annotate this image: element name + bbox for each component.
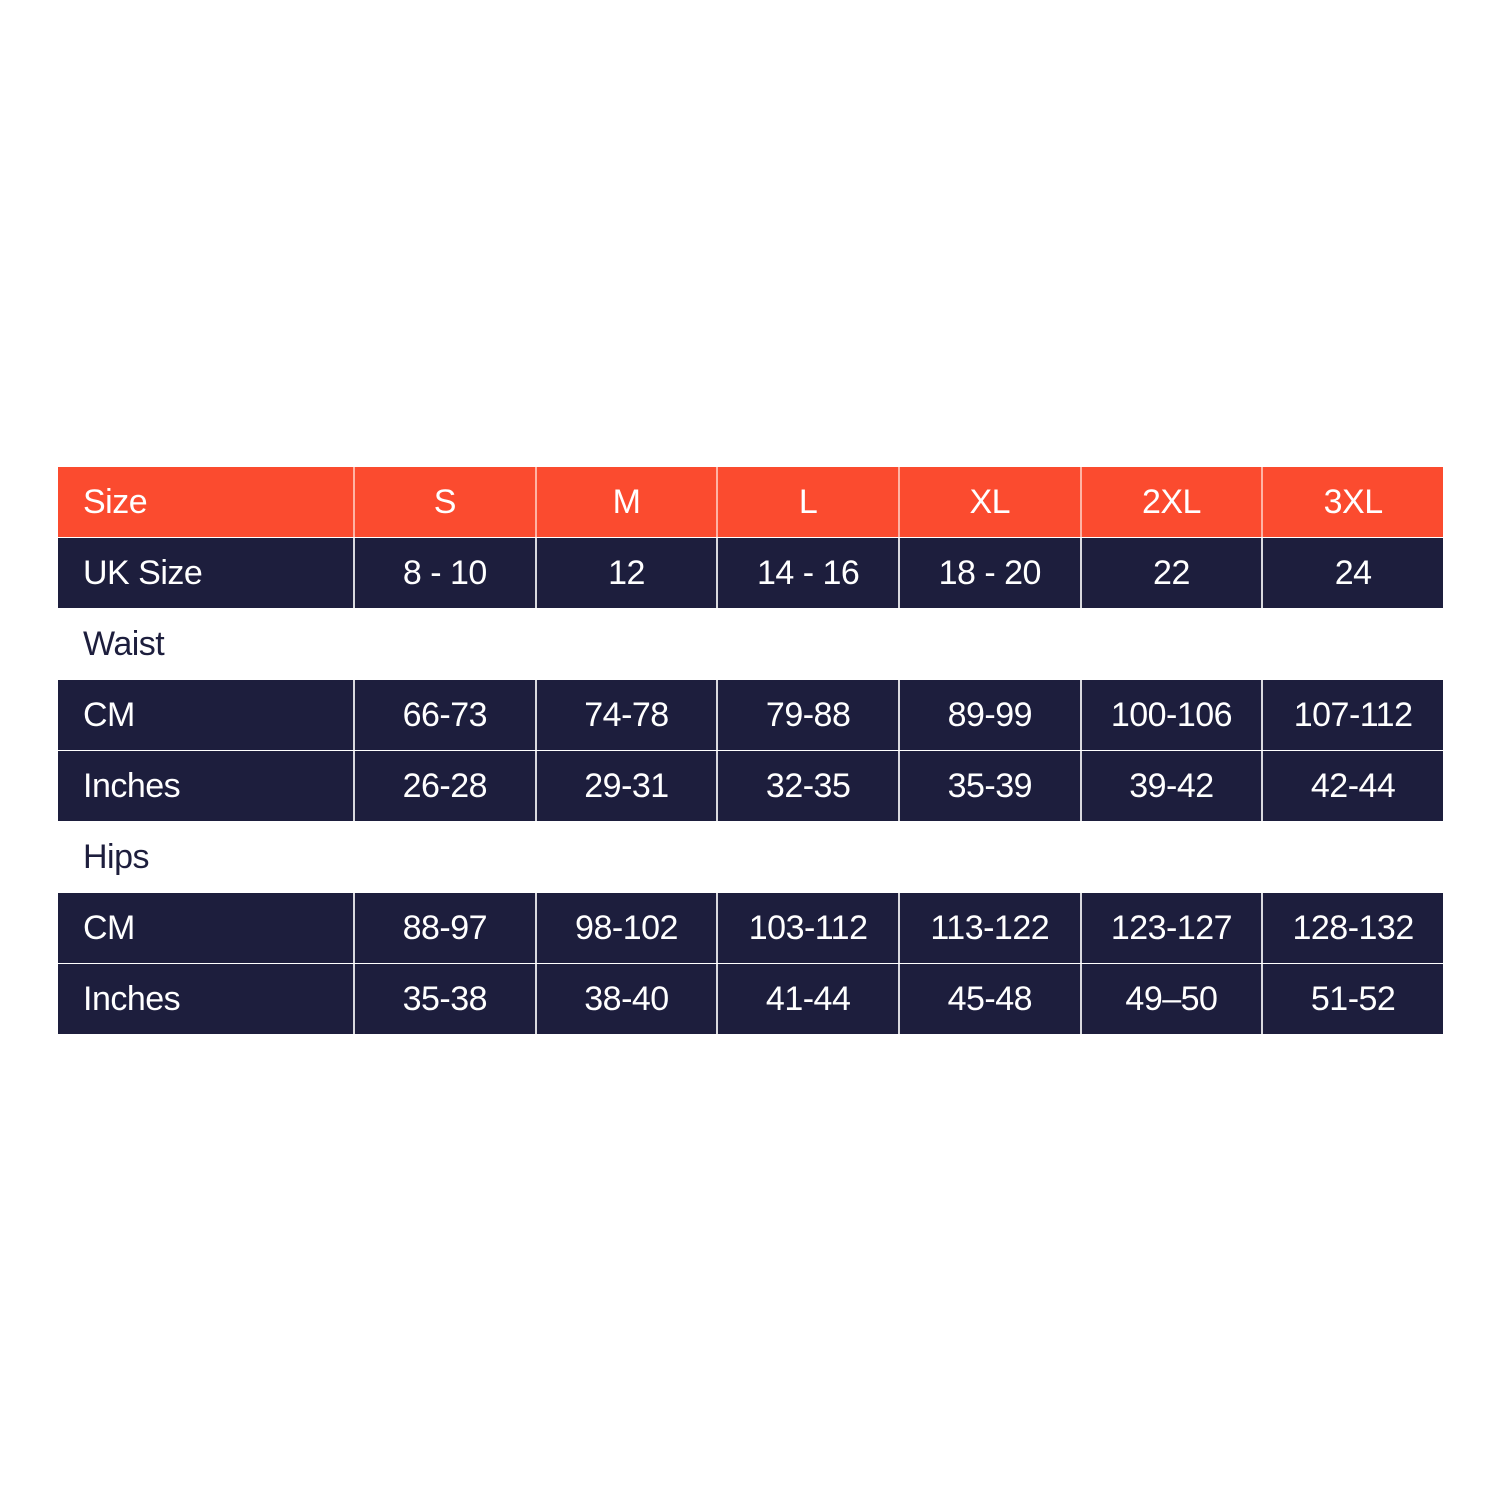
hips-cm-label: CM bbox=[58, 893, 353, 963]
waist-cm-s: 66-73 bbox=[353, 680, 535, 750]
size-chart-table bbox=[58, 467, 1443, 1035]
hips-cm-m: 98-102 bbox=[535, 893, 717, 963]
size-header-3xl: 3XL bbox=[1261, 467, 1443, 537]
waist-cm-m: 74-78 bbox=[535, 680, 717, 750]
size-header-xl: XL bbox=[898, 467, 1080, 537]
hips-inches-2xl: 49–50 bbox=[1080, 964, 1262, 1034]
waist-cm-label: CM bbox=[58, 680, 353, 750]
waist-cm-l: 79-88 bbox=[716, 680, 898, 750]
size-header-label: Size bbox=[58, 467, 353, 537]
hips-cm-row bbox=[58, 893, 1443, 963]
waist-cm-2xl: 100-106 bbox=[1080, 680, 1262, 750]
waist-cm-3xl: 107-112 bbox=[1261, 680, 1443, 750]
uk-size-s: 8 - 10 bbox=[353, 538, 535, 608]
size-header-m: M bbox=[535, 467, 717, 537]
uk-size-l: 14 - 16 bbox=[716, 538, 898, 608]
hips-inches-label: Inches bbox=[58, 964, 353, 1034]
uk-size-row bbox=[58, 538, 1443, 608]
hips-cm-xl: 113-122 bbox=[898, 893, 1080, 963]
hips-cm-2xl: 123-127 bbox=[1080, 893, 1262, 963]
waist-inches-s: 26-28 bbox=[353, 751, 535, 821]
waist-inches-xl: 35-39 bbox=[898, 751, 1080, 821]
hips-inches-s: 35-38 bbox=[353, 964, 535, 1034]
size-header-row bbox=[58, 467, 1443, 537]
hips-section-title: Hips bbox=[83, 837, 150, 876]
hips-inches-l: 41-44 bbox=[716, 964, 898, 1034]
hips-inches-xl: 45-48 bbox=[898, 964, 1080, 1034]
waist-cm-row bbox=[58, 680, 1443, 750]
hips-inches-row bbox=[58, 964, 1443, 1034]
waist-inches-label: Inches bbox=[58, 751, 353, 821]
hips-inches-m: 38-40 bbox=[535, 964, 717, 1034]
waist-inches-2xl: 39-42 bbox=[1080, 751, 1262, 821]
hips-inches-3xl: 51-52 bbox=[1261, 964, 1443, 1034]
waist-inches-l: 32-35 bbox=[716, 751, 898, 821]
uk-size-label: UK Size bbox=[58, 538, 353, 608]
waist-inches-row bbox=[58, 751, 1443, 821]
waist-inches-3xl: 42-44 bbox=[1261, 751, 1443, 821]
uk-size-2xl: 22 bbox=[1080, 538, 1262, 608]
waist-inches-m: 29-31 bbox=[535, 751, 717, 821]
uk-size-xl: 18 - 20 bbox=[898, 538, 1080, 608]
size-header-s: S bbox=[353, 467, 535, 537]
size-header-2xl: 2XL bbox=[1080, 467, 1262, 537]
waist-cm-xl: 89-99 bbox=[898, 680, 1080, 750]
hips-cm-s: 88-97 bbox=[353, 893, 535, 963]
hips-cm-3xl: 128-132 bbox=[1261, 893, 1443, 963]
waist-section-title: Waist bbox=[83, 624, 165, 663]
hips-cm-l: 103-112 bbox=[716, 893, 898, 963]
uk-size-3xl: 24 bbox=[1261, 538, 1443, 608]
uk-size-m: 12 bbox=[535, 538, 717, 608]
size-header-l: L bbox=[716, 467, 898, 537]
